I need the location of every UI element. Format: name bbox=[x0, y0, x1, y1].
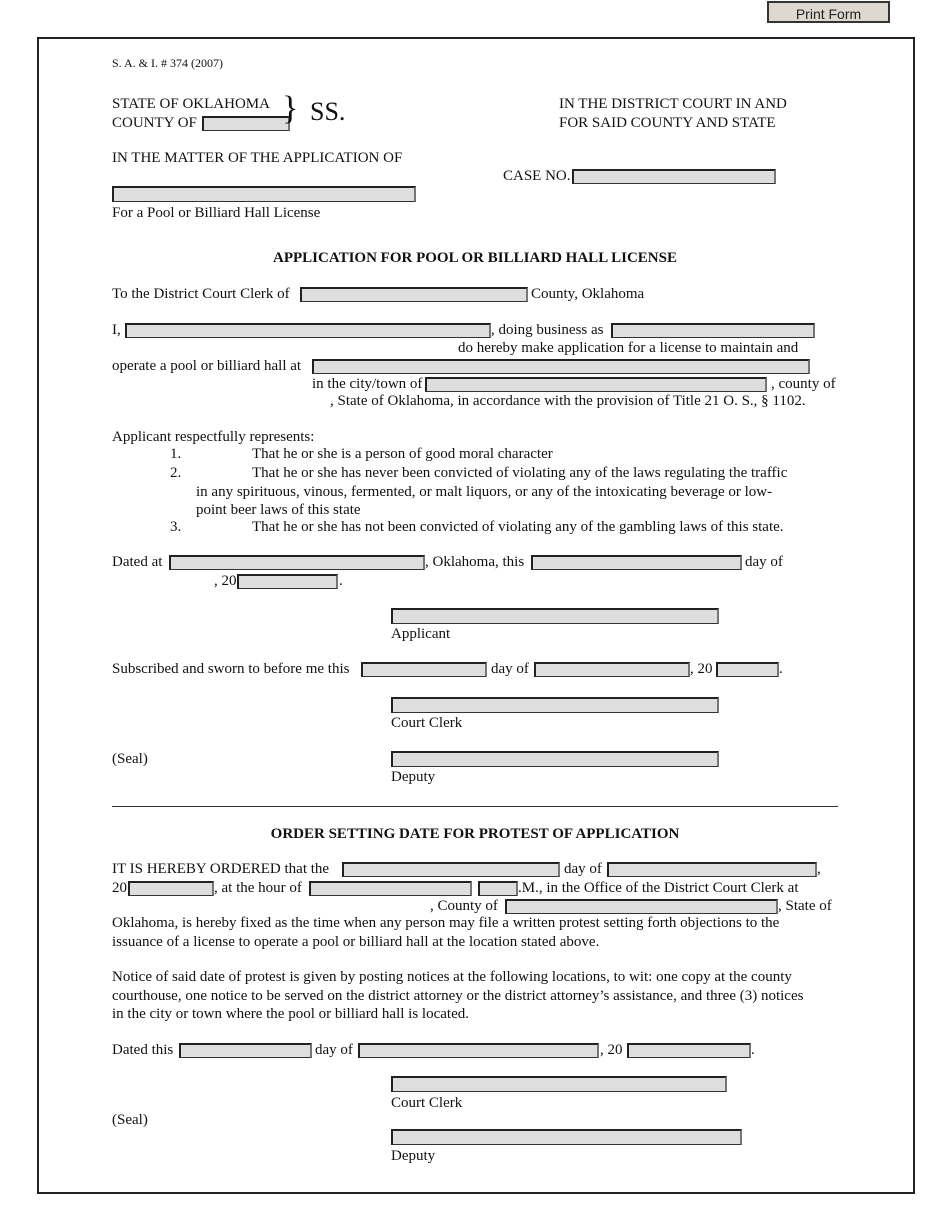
to-clerk-label: To the District Court Clerk of bbox=[112, 286, 290, 302]
address-field[interactable] bbox=[312, 359, 810, 374]
year-prefix-label: , 20 bbox=[214, 573, 237, 589]
order-seal-label: (Seal) bbox=[112, 1112, 148, 1128]
notice-line-2: courthouse, one notice to be served on the district attorney or the district attorney’s assistance, and three (3) notices bbox=[112, 988, 804, 1004]
dated-at-field[interactable] bbox=[169, 555, 425, 570]
order-year-field[interactable] bbox=[128, 881, 214, 896]
oklahoma-this-label: , Oklahoma, this bbox=[425, 554, 525, 570]
dated-this-day-field[interactable] bbox=[179, 1043, 312, 1058]
dated-this-year-field[interactable] bbox=[627, 1043, 751, 1058]
business-name-field[interactable] bbox=[611, 323, 815, 338]
sworn-month-field[interactable] bbox=[534, 662, 690, 677]
dated-this-label: Dated this bbox=[112, 1042, 174, 1058]
order-deputy-label: Deputy bbox=[391, 1148, 436, 1164]
application-title: APPLICATION FOR POOL OR BILLIARD HALL LICENSE bbox=[273, 250, 677, 266]
dated-this-period: . bbox=[751, 1042, 755, 1058]
city-town-field[interactable] bbox=[425, 377, 767, 392]
dated-this-20-label: , 20 bbox=[600, 1042, 623, 1058]
court-clerk-label: Court Clerk bbox=[391, 715, 463, 731]
section-divider bbox=[112, 806, 838, 807]
am-pm-field[interactable] bbox=[478, 881, 518, 896]
order-comma: , bbox=[817, 861, 821, 877]
court-line-1: IN THE DISTRICT COURT IN AND bbox=[559, 96, 787, 112]
dated-day-field[interactable] bbox=[531, 555, 742, 570]
hereby-text: do hereby make application for a license to maintain and bbox=[458, 340, 799, 356]
sworn-day-field[interactable] bbox=[361, 662, 487, 677]
item-3-number: 3. bbox=[170, 519, 182, 535]
order-month-field[interactable] bbox=[607, 862, 817, 877]
order-court-clerk-signature-field[interactable] bbox=[391, 1076, 727, 1092]
order-court-clerk-label: Court Clerk bbox=[391, 1095, 463, 1111]
county-field[interactable] bbox=[202, 116, 290, 131]
seal-label: (Seal) bbox=[112, 751, 148, 767]
print-form-button[interactable]: Print Form bbox=[767, 1, 890, 23]
order-title: ORDER SETTING DATE FOR PROTEST OF APPLICATION bbox=[270, 826, 680, 842]
item-1-number: 1. bbox=[170, 446, 182, 462]
item-2-line-1: That he or she has never been convicted of violating any of the laws regulating the traffic bbox=[252, 465, 788, 481]
applicant-signature-field[interactable] bbox=[391, 608, 719, 624]
item-1-text: That he or she is a person of good moral character bbox=[252, 446, 553, 462]
county-label: COUNTY OF bbox=[112, 115, 197, 131]
applicant-label: Applicant bbox=[391, 626, 451, 642]
subscribed-label: Subscribed and sworn to before me this bbox=[112, 661, 350, 677]
dated-this-day-of-label: day of bbox=[315, 1042, 353, 1058]
represents-label: Applicant respectfully represents: bbox=[112, 429, 315, 445]
court-clerk-signature-field[interactable] bbox=[391, 697, 719, 713]
clerk-county-field[interactable] bbox=[300, 287, 528, 302]
license-type-label: For a Pool or Billiard Hall License bbox=[112, 205, 321, 221]
order-para-line-2: issuance of a license to operate a pool or billiard hall at the location stated above. bbox=[112, 934, 600, 950]
item-2-line-3: point beer laws of this state bbox=[196, 502, 361, 518]
notice-line-3: in the city or town where the pool or billiard hall is located. bbox=[112, 1006, 469, 1022]
matter-label: IN THE MATTER OF THE APPLICATION OF bbox=[112, 150, 403, 166]
applicant-field[interactable] bbox=[125, 323, 491, 338]
state-provision-text: , State of Oklahoma, in accordance with the provision of Title 21 O. S., § 1102. bbox=[330, 393, 806, 409]
state-of-label: , State of bbox=[778, 898, 832, 914]
order-hour-field[interactable] bbox=[309, 881, 472, 896]
dated-year-field[interactable] bbox=[237, 574, 338, 589]
order-20-label: 20 bbox=[112, 880, 127, 896]
applicant-name-field[interactable] bbox=[112, 186, 416, 202]
form-number: S. A. & I. # 374 (2007) bbox=[112, 56, 223, 70]
item-2-line-2: in any spirituous, vinous, fermented, or malt liquors, or any of the intoxicating beverage or low- bbox=[196, 484, 773, 500]
day-of-label: day of bbox=[745, 554, 783, 570]
deputy-signature-field[interactable] bbox=[391, 751, 719, 767]
notice-line-1: Notice of said date of protest is given by posting notices at the following locations, to wit: one copy at the county bbox=[112, 969, 792, 985]
operate-label: operate a pool or billiard hall at bbox=[112, 358, 302, 374]
sworn-year-field[interactable] bbox=[716, 662, 779, 677]
order-para-line-1: Oklahoma, is hereby fixed as the time when any person may file a written protest setting forth objections to the bbox=[112, 915, 780, 931]
deputy-label: Deputy bbox=[391, 769, 436, 785]
case-no-label: CASE NO. bbox=[503, 168, 571, 184]
at-hour-label: , at the hour of bbox=[214, 880, 302, 896]
brace-symbol: } bbox=[282, 90, 299, 127]
ordered-label: IT IS HEREBY ORDERED that the bbox=[112, 861, 330, 877]
m-office-label: .M., in the Office of the District Court Clerk at bbox=[518, 880, 799, 896]
sworn-day-of-label: day of bbox=[491, 661, 529, 677]
ss-label: SS. bbox=[310, 97, 346, 126]
city-town-label: in the city/town of bbox=[312, 376, 423, 392]
item-3-text: That he or she has not been convicted of violating any of the gambling laws of this state. bbox=[252, 519, 784, 535]
sworn-20-label: , 20 bbox=[690, 661, 713, 677]
i-label: I, bbox=[112, 322, 121, 338]
case-no-field[interactable] bbox=[572, 169, 776, 184]
county-oklahoma-label: County, Oklahoma bbox=[531, 286, 645, 302]
state-label: STATE OF OKLAHOMA bbox=[112, 96, 270, 112]
order-county-of-label: , County of bbox=[430, 898, 498, 914]
order-deputy-signature-field[interactable] bbox=[391, 1129, 742, 1145]
period: . bbox=[339, 573, 343, 589]
county-of-label: , county of bbox=[771, 376, 836, 392]
order-day-of-label: day of bbox=[564, 861, 602, 877]
doing-business-label: , doing business as bbox=[491, 322, 604, 338]
order-county-field[interactable] bbox=[505, 899, 778, 914]
dated-this-month-field[interactable] bbox=[358, 1043, 599, 1058]
court-line-2: FOR SAID COUNTY AND STATE bbox=[559, 115, 776, 131]
item-2-number: 2. bbox=[170, 465, 182, 481]
order-date-field[interactable] bbox=[342, 862, 560, 877]
dated-at-label: Dated at bbox=[112, 554, 163, 570]
sworn-period: . bbox=[779, 661, 783, 677]
